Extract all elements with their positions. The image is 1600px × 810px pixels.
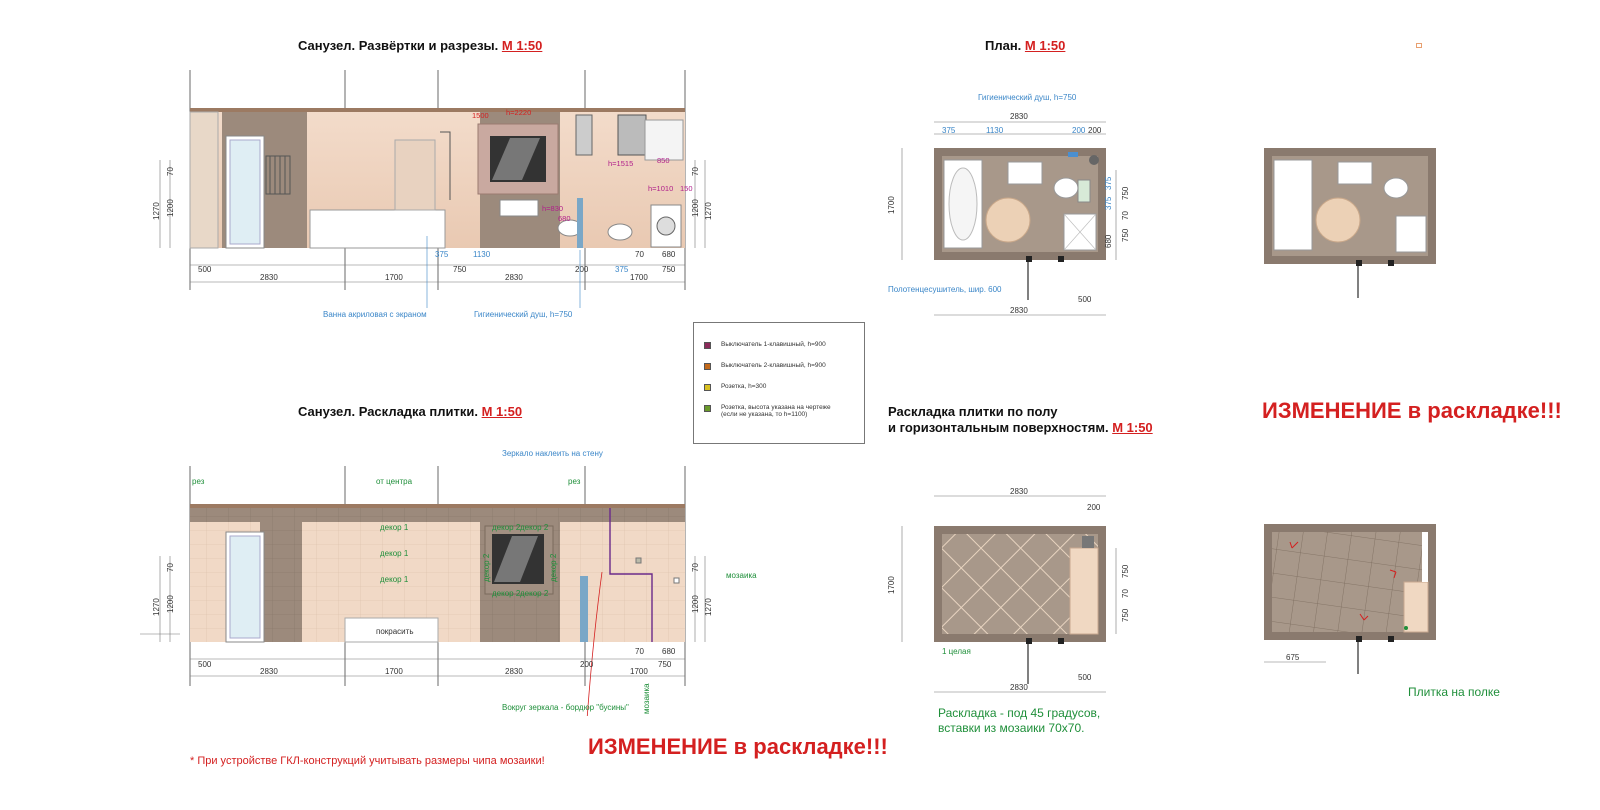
dim-left-1200: 1200 <box>166 199 175 217</box>
label-mirror-border: Вокруг зеркала - бордюр "бусины" <box>502 703 629 712</box>
dim-2830: 2830 <box>260 273 278 282</box>
plan-dim-750b: 750 <box>1121 228 1130 242</box>
dim-375: 375 <box>435 250 449 259</box>
floor-note-line1: Раскладка - под 45 градусов, <box>938 706 1101 720</box>
height-h2220: h=2220 <box>506 108 532 117</box>
tile-dim-70: 70 <box>635 647 644 656</box>
floor-layout-copy-drawing <box>1256 522 1446 682</box>
floor-dim-2830-top: 2830 <box>1010 488 1028 496</box>
tile-dim-500: 500 <box>198 660 212 669</box>
socket-height-swatch <box>704 405 711 412</box>
floor-copy-shelf <box>1404 582 1428 632</box>
callout-shower: Гигиенический душ, h=750 <box>474 310 573 319</box>
floor-dim-70: 70 <box>1121 589 1130 598</box>
plan-dim-2830-bottom: 2830 <box>1010 306 1028 315</box>
tile-dim-200: 200 <box>580 660 594 669</box>
dim-left-1270: 1270 <box>152 202 161 220</box>
floor-dim-200: 200 <box>1087 503 1101 512</box>
label-from-center: от центра <box>376 477 413 486</box>
floor-layout-drawing <box>882 488 1142 698</box>
switch-1-swatch <box>704 342 711 349</box>
tile-layout-title <box>298 404 522 419</box>
plan-dim-200b: 200 <box>1088 126 1102 135</box>
label-decor-2f: декор 2 <box>549 553 558 582</box>
tile-dim-680: 680 <box>662 647 676 656</box>
marker-dot <box>1416 43 1422 48</box>
change-notice-floor: ИЗМЕНЕНИЕ в раскладке!!! <box>1262 398 1562 423</box>
tile-dim-left-1200: 1200 <box>166 595 175 613</box>
dim-750: 750 <box>453 265 467 274</box>
label-decor-1a: декор 1 <box>380 523 409 532</box>
shelf-tile-note: Плитка на полке <box>1408 685 1500 699</box>
label-decor-1b: декор 1 <box>380 549 409 558</box>
dim-200: 200 <box>575 265 589 274</box>
tile-layout-title-text: Санузел. Раскладка плитки. <box>298 404 478 419</box>
label-decor-2e: декор 2 <box>482 553 491 582</box>
label-decor-2a: декор 2 <box>492 523 521 532</box>
floor-dim-1700: 1700 <box>887 576 896 594</box>
change-notice-walls: ИЗМЕНЕНИЕ в раскладке!!! <box>588 734 888 759</box>
legend-label: Выключатель 2-клавишный, h=900 <box>721 362 826 369</box>
dim-1130: 1130 <box>473 250 491 259</box>
height-h830: h=830 <box>542 204 564 213</box>
floor-copy-dim-675: 675 <box>1286 653 1300 662</box>
legend-label-multiline <box>721 404 831 418</box>
label-cut-right: рез <box>568 477 581 486</box>
elevations-title-text: Санузел. Развёртки и разрезы. <box>298 38 499 53</box>
tile-dim-right-1270: 1270 <box>704 598 713 616</box>
plan-shower-label: Гигиенический душ, h=750 <box>978 93 1077 102</box>
elevations-title <box>298 38 542 53</box>
legend-label: Выключатель 1-клавишный, h=900 <box>721 341 826 348</box>
label-decor-2c: декор 2 <box>492 589 521 598</box>
plan-dim-375: 375 <box>942 126 956 135</box>
dim-1700: 1700 <box>385 273 403 282</box>
paint-label: покрасить <box>376 627 414 636</box>
toilet-2 <box>608 224 632 240</box>
height-680: 680 <box>558 214 571 223</box>
plan-title-text: План. <box>985 38 1022 53</box>
boiler <box>618 115 646 155</box>
water-heater <box>576 115 592 155</box>
plan-dim-70: 70 <box>1121 211 1130 220</box>
plan-towel-label: Полотенцесушитель, шир. 600 <box>888 285 1002 294</box>
dim-750b: 750 <box>662 265 676 274</box>
height-1500: 1500 <box>472 111 489 120</box>
label-decor-2b: декор 2 <box>520 523 549 532</box>
legend-label: Розетка, h=300 <box>721 383 767 390</box>
label-decor-1c: декор 1 <box>380 575 409 584</box>
floor-dim-750a: 750 <box>1121 564 1130 578</box>
dim-375b: 375 <box>615 265 629 274</box>
plan-drawing <box>882 90 1142 330</box>
dim-right-1200: 1200 <box>691 199 700 217</box>
tile-layout-drawing <box>140 446 760 716</box>
copy-bath <box>1274 160 1312 250</box>
legend-box <box>693 322 865 444</box>
mirror-glue-note: Зеркало наклеить на стену <box>502 449 603 458</box>
tile-layout-scale: М 1:50 <box>481 404 523 419</box>
tile-dim-left-70: 70 <box>166 563 175 572</box>
legend-item-socket <box>704 383 766 391</box>
legend-item-socket-height <box>704 404 831 418</box>
plan-scale: М 1:50 <box>1024 38 1066 53</box>
plan-dim-1130: 1130 <box>986 126 1004 135</box>
dim-2830b: 2830 <box>505 273 523 282</box>
legend-label: Розетка, высота указана на чертеже <box>721 404 831 411</box>
height-h1010: h=1010 <box>648 184 674 193</box>
plan-dim-375a: 375 <box>1104 196 1113 210</box>
plan-dim-2830-top: 2830 <box>1010 112 1028 121</box>
tile-dim-1700: 1700 <box>385 667 403 676</box>
dim-left-70: 70 <box>166 167 175 176</box>
plan-dim-500: 500 <box>1078 295 1092 304</box>
plan-dim-1700: 1700 <box>887 196 896 214</box>
tile-dim-1700b: 1700 <box>630 667 648 676</box>
dim-680: 680 <box>662 250 676 259</box>
dim-right-1270: 1270 <box>704 202 713 220</box>
switch-2-swatch <box>704 363 711 370</box>
plan-sink <box>1008 162 1042 184</box>
plan-title <box>985 38 1065 53</box>
legend-label-2: (если не указана, то h=1100) <box>721 411 808 418</box>
tile-dim-left-1270: 1270 <box>152 598 161 616</box>
floor-layout-note <box>938 706 1100 736</box>
socket-swatch <box>704 384 711 391</box>
bath <box>310 210 445 248</box>
floor-dim-750b: 750 <box>1121 608 1130 622</box>
elevations-scale: М 1:50 <box>501 38 543 53</box>
label-cut-left: рез <box>192 477 205 486</box>
floor-dim-2830-bottom: 2830 <box>1010 683 1028 692</box>
tile-pipe-column <box>580 576 588 642</box>
floor-layout-title <box>888 404 1153 436</box>
height-h1515: h=1515 <box>608 159 634 168</box>
floor-dim-500: 500 <box>1078 673 1092 682</box>
floor-whole-tile-label: 1 целая <box>942 647 971 656</box>
callout-bath: Ванна акриловая с экраном <box>323 310 427 319</box>
plan-round-rug <box>986 198 1030 242</box>
plan-dim-375b: 375 <box>1104 176 1113 190</box>
gkl-note: * При устройстве ГКЛ-конструкций учитывать размеры чипа мозаики! <box>190 755 545 767</box>
floor-shelf <box>1070 548 1098 634</box>
legend-item-switch-1 <box>704 341 826 349</box>
floor-layout-title-line1: Раскладка плитки по полу <box>888 404 1058 419</box>
sink <box>500 200 538 216</box>
tile-dim-right-1200: 1200 <box>691 595 700 613</box>
plan-dim-200: 200 <box>1072 126 1086 135</box>
tile-dim-750: 750 <box>658 660 672 669</box>
tile-dim-right-70: 70 <box>691 563 700 572</box>
floor-layout-scale: М 1:50 <box>1112 420 1153 435</box>
floor-note-line2: вставки из мозаики 70х70. <box>938 721 1085 735</box>
plan-dim-680: 680 <box>1104 234 1113 248</box>
label-mosaic-vertical: мозаика <box>642 683 651 714</box>
label-decor-2d: декор 2 <box>520 589 549 598</box>
dim-right-70: 70 <box>691 167 700 176</box>
dim-70: 70 <box>635 250 644 259</box>
tile-dim-2830b: 2830 <box>505 667 523 676</box>
plan-toilet <box>1054 178 1078 198</box>
height-850: 850 <box>657 156 670 165</box>
plan-copy-drawing <box>1256 146 1446 306</box>
height-150: 150 <box>680 184 693 193</box>
elevation-drawing <box>140 60 720 330</box>
dim-500: 500 <box>198 265 212 274</box>
floor-layout-title-line2: и горизонтальным поверхностям. <box>888 420 1109 435</box>
label-mosaic: мозаика <box>726 571 757 580</box>
tile-dim-2830: 2830 <box>260 667 278 676</box>
legend-item-switch-2 <box>704 362 826 370</box>
dim-1700b: 1700 <box>630 273 648 282</box>
plan-dim-750a: 750 <box>1121 186 1130 200</box>
